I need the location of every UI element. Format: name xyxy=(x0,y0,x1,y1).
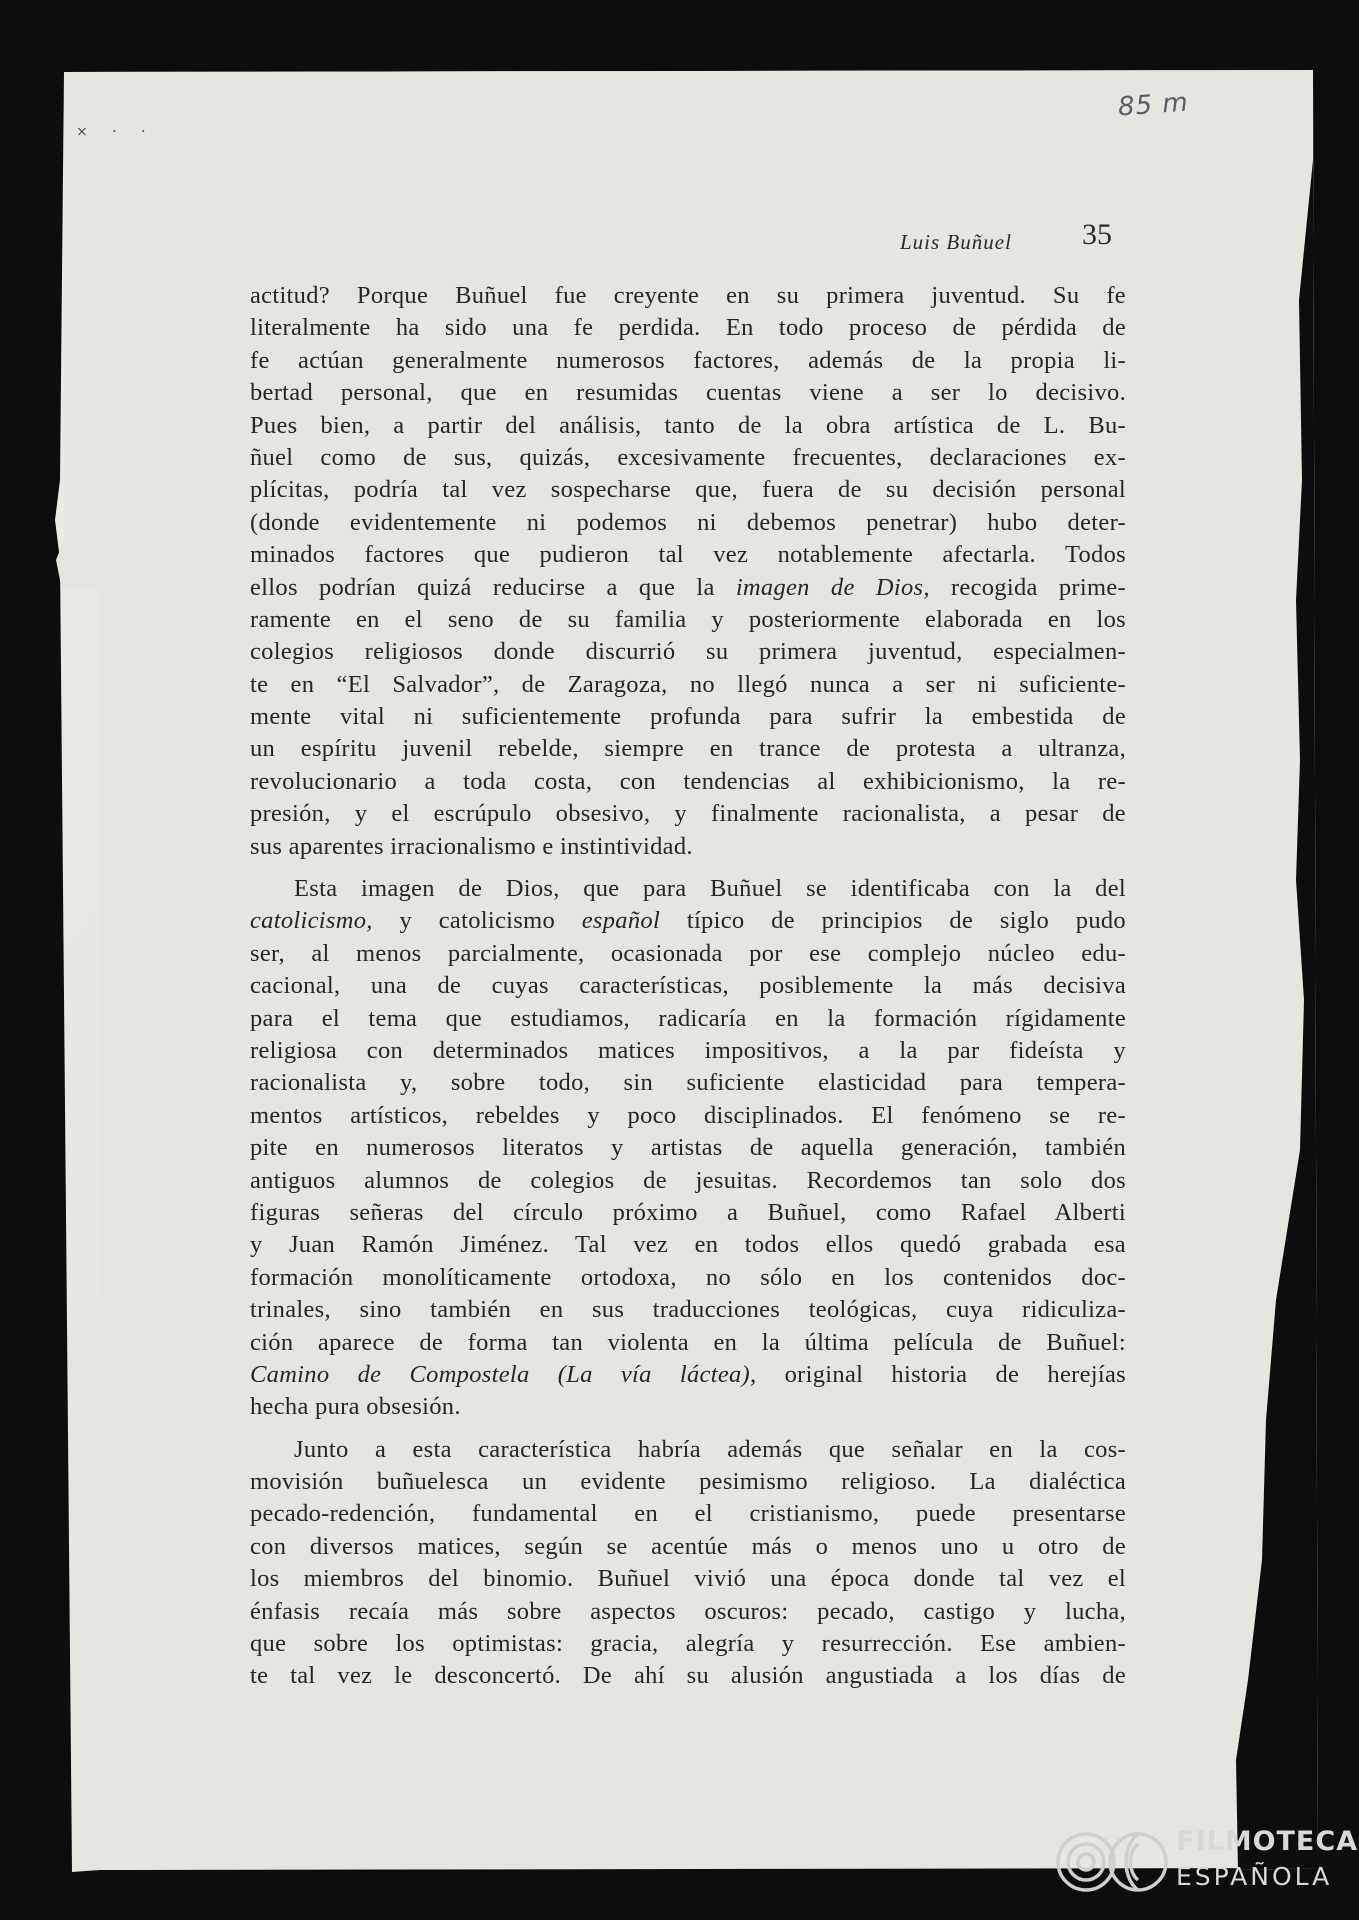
paragraph xyxy=(250,280,1126,863)
text-line xyxy=(250,1563,1126,1595)
text-line xyxy=(250,507,1126,539)
text-run: los miembros del binomio. Buñuel vivió una época donde tal vez el xyxy=(250,1565,1126,1593)
text-run: colegios religiosos donde discurrió su primera juventud, especialmen- xyxy=(250,638,1126,666)
text-run: te en “El Salvador”, de Zaragoza, no llegó nunca a ser ni suficiente- xyxy=(250,670,1126,698)
filmoteca-spiral-logo-icon xyxy=(1052,1812,1172,1912)
text-run: actitud? Porque Buñuel fue creyente en su primera juventud. Su fe xyxy=(250,282,1126,309)
filmoteca-logo xyxy=(1052,1812,1359,1912)
text-run: ser, al menos parcialmente, ocasionada por ese complejo núcleo edu- xyxy=(250,939,1126,967)
paragraph-gap xyxy=(250,1424,1126,1434)
text-run: ñuel como de sus, quizás, excesivamente frecuentes, declaraciones ex- xyxy=(250,443,1126,471)
text-run: Esta imagen de Dios, que para Buñuel se identificaba con la del xyxy=(294,875,1126,903)
running-header xyxy=(880,218,1120,258)
italic-text: Camino de Compostela (La vía láctea), xyxy=(250,1360,757,1388)
text-run: mentos artísticos, rebeldes y poco disciplinados. El fenómeno se re- xyxy=(250,1101,1126,1129)
text-run: y catolicismo xyxy=(372,907,582,935)
text-run: fe actúan generalmente numerosos factores, además de la propia li- xyxy=(250,346,1126,374)
text-run: religiosa con determinados matices impositivos, a la par fideísta y xyxy=(250,1036,1126,1064)
text-run: para el tema que estudiamos, radicaría en la formación rígidamente xyxy=(250,1004,1126,1032)
text-run: antiguos alumnos de colegios de jesuitas. Recordemos tan solo dos xyxy=(250,1166,1126,1194)
body-text xyxy=(250,280,1126,1693)
text-line xyxy=(250,604,1126,636)
paragraph xyxy=(250,1434,1126,1693)
text-line xyxy=(250,1498,1126,1530)
text-run: trinales, sino también en sus traducciones teológicas, cuya ridiculiza- xyxy=(250,1296,1126,1324)
text-line xyxy=(250,636,1126,668)
handwritten-note: 85 m xyxy=(1117,87,1190,123)
text-line xyxy=(250,1035,1126,1067)
text-line xyxy=(250,1596,1126,1628)
running-header-title: Luis Buñuel xyxy=(900,230,1012,254)
text-line xyxy=(250,1531,1126,1563)
text-run: original historia de herejías xyxy=(756,1360,1126,1388)
text-line xyxy=(250,1165,1126,1197)
text-line xyxy=(250,1660,1126,1692)
text-line xyxy=(250,669,1126,701)
text-line xyxy=(250,474,1126,506)
text-run: racionalista y, sobre todo, sin suficiente elasticidad para tempera- xyxy=(250,1069,1126,1097)
text-line xyxy=(250,1294,1126,1326)
text-line xyxy=(250,1434,1126,1466)
text-run: plícitas, podría tal vez sospecharse que, fuera de su decisión personal xyxy=(250,476,1126,504)
text-line xyxy=(250,798,1126,830)
text-line xyxy=(250,938,1126,970)
text-run: (donde evidentemente ni podemos ni debemos penetrar) hubo deter- xyxy=(250,508,1126,536)
text-line xyxy=(250,1262,1126,1294)
text-line xyxy=(250,312,1126,344)
text-run: ramente en el seno de su familia y posteriormente elaborada en los xyxy=(250,605,1126,633)
text-run: hecha pura obsesión. xyxy=(250,1393,461,1421)
text-run: que sobre los optimistas: gracia, alegría y resurrección. Ese ambien- xyxy=(250,1630,1126,1658)
text-line xyxy=(250,766,1126,798)
binder-marks: × · · xyxy=(76,124,156,140)
text-run: con diversos matices, según se acentúe más o menos uno u otro de xyxy=(250,1532,1126,1560)
text-line xyxy=(250,1628,1126,1660)
text-run: énfasis recaía más sobre aspectos oscuros: pecado, castigo y lucha, xyxy=(250,1597,1126,1625)
text-run: Junto a esta característica habría además que señalar en la cos- xyxy=(294,1435,1126,1463)
text-run: minados factores que pudieron tal vez notablemente afectarla. Todos xyxy=(250,541,1126,569)
text-line xyxy=(250,1229,1126,1261)
text-run: y Juan Ramón Jiménez. Tal vez en todos ellos quedó grabada esa xyxy=(250,1231,1126,1259)
text-line xyxy=(250,345,1126,377)
text-line xyxy=(250,539,1126,571)
text-line xyxy=(250,1466,1126,1498)
text-run: figuras señeras del círculo próximo a Buñuel, como Rafael Alberti xyxy=(250,1198,1126,1226)
text-line xyxy=(250,1391,1126,1423)
text-line xyxy=(250,1067,1126,1099)
logo-line-2: ESPAÑOLA xyxy=(1176,1862,1333,1891)
text-line xyxy=(250,701,1126,733)
text-run: bertad personal, que en resumidas cuentas viene a ser lo decisivo. xyxy=(250,379,1126,407)
text-run: ción aparece de forma tan violenta en la última película de Buñuel: xyxy=(250,1328,1126,1356)
paragraph xyxy=(250,873,1126,1424)
text-run: cacional, una de cuyas características, posiblemente la más decisiva xyxy=(250,972,1126,1000)
italic-text: imagen de Dios, xyxy=(735,573,930,601)
text-run: un espíritu juvenil rebelde, siempre en trance de protesta a ultranza, xyxy=(250,735,1126,763)
text-run: revolucionario a toda costa, con tendencias al exhibicionismo, la re- xyxy=(250,767,1126,795)
text-line xyxy=(250,410,1126,442)
text-line xyxy=(250,1132,1126,1164)
text-line xyxy=(250,377,1126,409)
text-line xyxy=(250,1327,1126,1359)
page-number: 35 xyxy=(1082,218,1112,251)
text-run: presión, y el escrúpulo obsesivo, y finalmente racionalista, a pesar de xyxy=(250,800,1126,828)
text-line xyxy=(250,572,1126,604)
text-line xyxy=(250,905,1126,937)
text-run: te tal vez le desconcertó. De ahí su alusión angustiada a los días de xyxy=(250,1662,1126,1690)
text-line xyxy=(250,831,1126,863)
text-run: ellos podrían quizá reducirse a que la xyxy=(250,573,736,601)
italic-text: español xyxy=(581,907,661,935)
text-run: Pues bien, a partir del análisis, tanto de la obra artística de L. Bu- xyxy=(250,411,1126,439)
text-run: sus aparentes irracionalismo e instintividad. xyxy=(250,832,693,860)
text-line xyxy=(250,1003,1126,1035)
text-run: literalmente ha sido una fe perdida. En todo proceso de pérdida de xyxy=(250,314,1126,342)
text-line xyxy=(250,733,1126,765)
paragraph-gap xyxy=(250,863,1126,873)
text-run: pecado-redención, fundamental en el cristianismo, puede presentarse xyxy=(250,1500,1126,1528)
logo-line-1: FILMOTECA xyxy=(1176,1826,1359,1857)
text-run: pite en numerosos literatos y artistas de aquella generación, también xyxy=(250,1134,1126,1162)
text-line xyxy=(250,1197,1126,1229)
text-run: formación monolíticamente ortodoxa, no sólo en los contenidos doc- xyxy=(250,1263,1126,1291)
text-run: movisión buñuelesca un evidente pesimismo religioso. La dialéctica xyxy=(250,1468,1126,1496)
text-line xyxy=(250,873,1126,905)
text-run: mente vital ni suficientemente profunda para sufrir la embestida de xyxy=(250,703,1126,731)
text-run: recogida prime- xyxy=(929,573,1126,601)
text-line xyxy=(250,1359,1126,1391)
text-line xyxy=(250,970,1126,1002)
text-run: típico de principios de siglo pudo xyxy=(660,907,1126,935)
italic-text: catolicismo, xyxy=(250,907,373,935)
text-line xyxy=(250,280,1126,312)
text-line xyxy=(250,442,1126,474)
text-line xyxy=(250,1100,1126,1132)
